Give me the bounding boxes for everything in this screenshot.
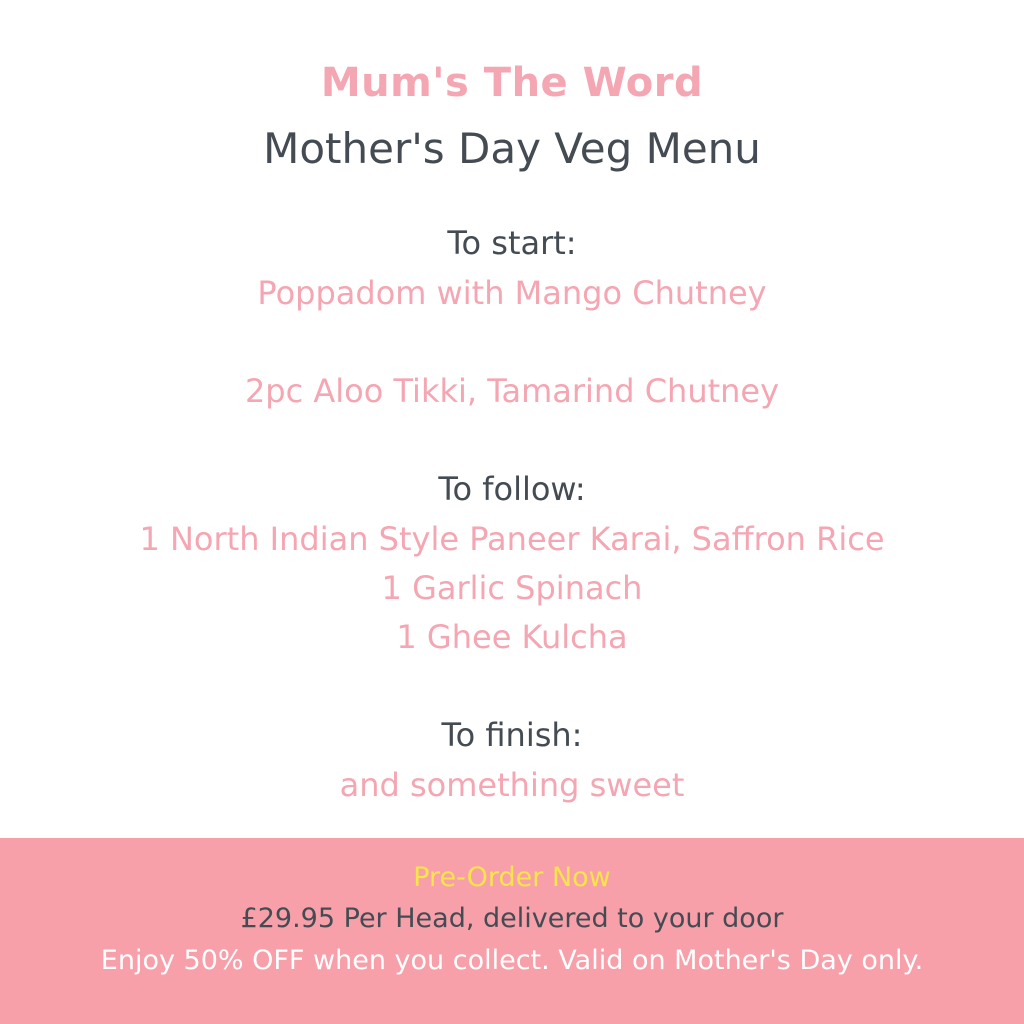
menu-item-paneer-karai: 1 North Indian Style Paneer Karai, Saffron Rice: [139, 520, 885, 558]
menu-item-garlic-spinach: 1 Garlic Spinach: [381, 569, 643, 607]
menu-item-poppadom: Poppadom with Mango Chutney: [257, 274, 767, 312]
price-text: £29.95 Per Head, delivered to your door: [240, 903, 784, 934]
section-heading-finish: To finish:: [441, 716, 583, 754]
footer-banner: [0, 838, 1024, 1024]
pre-order-label: Pre-Order Now: [413, 862, 611, 893]
menu-title: Mother's Day Veg Menu: [263, 124, 761, 173]
section-heading-follow: To follow:: [438, 470, 586, 508]
section-heading-start: To start:: [447, 224, 577, 262]
brand-title: Mum's The Word: [320, 60, 704, 106]
menu-item-something-sweet: and something sweet: [339, 766, 685, 804]
offer-text: Enjoy 50% OFF when you collect. Valid on Mother's Day only.: [100, 945, 924, 976]
menu-item-aloo-tikki: 2pc Aloo Tikki, Tamarind Chutney: [244, 372, 780, 410]
menu-item-ghee-kulcha: 1 Ghee Kulcha: [396, 618, 628, 656]
